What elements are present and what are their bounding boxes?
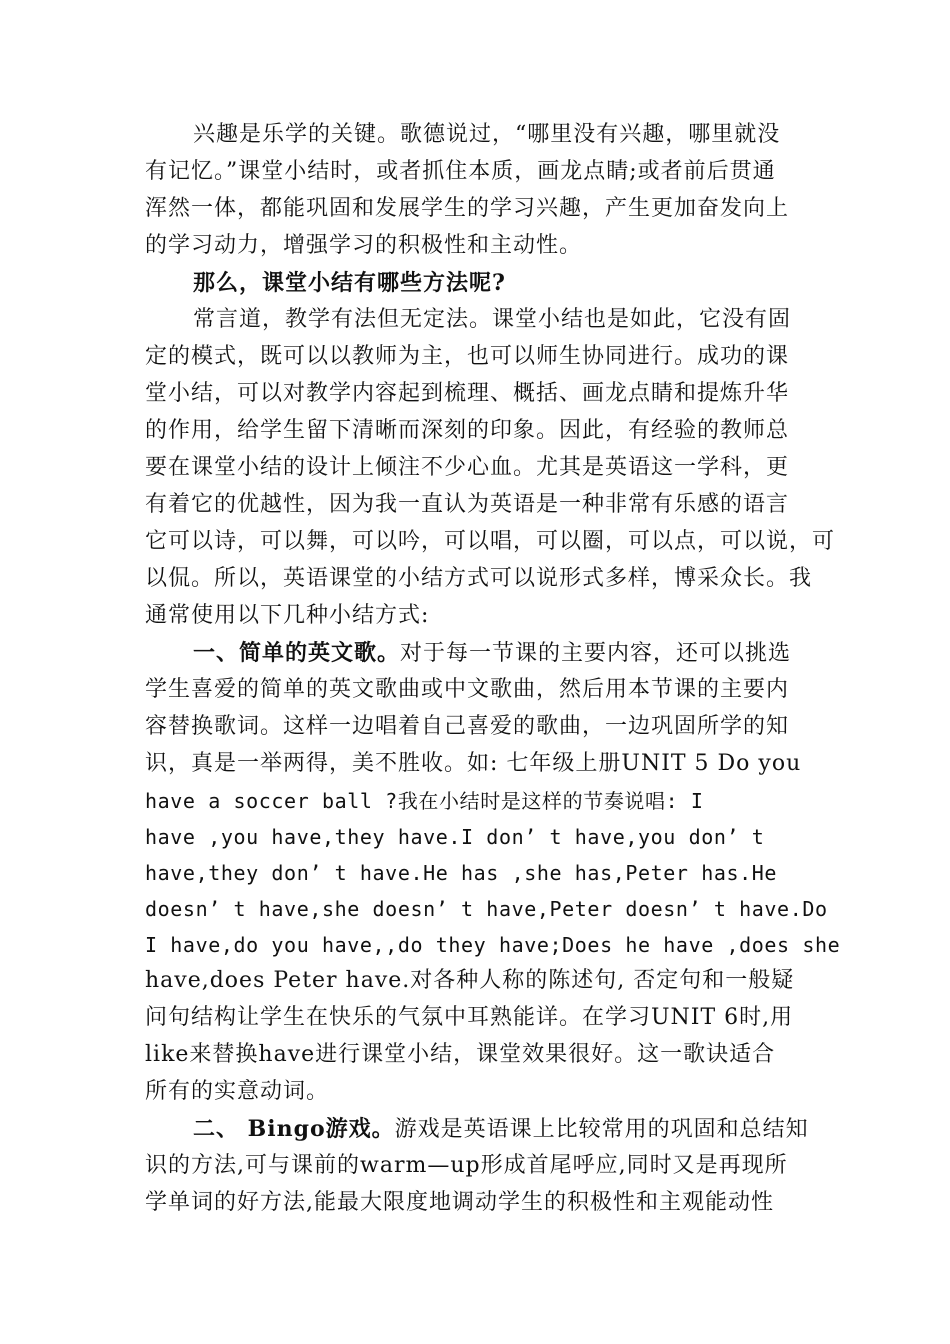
paragraph-line: 通常使用以下几种小结方式: — [145, 603, 430, 628]
paragraph-line: 识的方法,可与课前的warm—up形成首尾呼应,同时又是再现所 — [145, 1153, 788, 1178]
paragraph-line: 有记忆。”课堂小结时，或者抓住本质，画龙点睛;或者前后贯通 — [145, 159, 776, 184]
paragraph-line: 学单词的好方法,能最大限度地调动学生的积极性和主观能动性 — [145, 1190, 774, 1215]
paragraph-line: have a soccer ball ?我在小结时是这样的节奏说唱: I — [145, 789, 704, 813]
paragraph-line: 浑然一体，都能巩固和发展学生的学习兴趣，产生更加奋发向上 — [145, 196, 790, 221]
section-question: 那么，课堂小结有哪些方法呢? — [193, 270, 506, 296]
paragraph-line: 常言道，教学有法但无定法。课堂小结也是如此，它没有固 — [193, 307, 792, 332]
paragraph-line: 兴趣是乐学的关键。歌德说过，“哪里没有兴趣，哪里就没 — [193, 122, 781, 147]
paragraph-line: have,they don’ t have.He has ,she has,Peter has.He — [145, 861, 778, 885]
paragraph-line: doesn’ t have,she doesn’ t have,Peter doesn’ t have.Do — [145, 897, 828, 921]
section-one-line — [193, 638, 815, 669]
paragraph-line: 要在课堂小结的设计上倾注不少心血。尤其是英语这一学科，更 — [145, 455, 790, 480]
paragraph-line: have,does Peter have.对各种人称的陈述句, 否定句和一般疑 — [145, 968, 795, 993]
paragraph-line: 的作用，给学生留下清晰而深刻的印象。因此，有经验的教师总 — [145, 418, 790, 443]
paragraph-line: like来替换have进行课堂小结，课堂效果很好。这一歌诀适合 — [145, 1042, 776, 1067]
section-two-line — [193, 1114, 815, 1145]
paragraph-line: 学生喜爱的简单的英文歌曲或中文歌曲，然后用本节课的主要内 — [145, 677, 790, 702]
paragraph-line: 的学习动力，增强学习的积极性和主动性。 — [145, 233, 583, 258]
paragraph-line: 有着它的优越性，因为我一直认为英语是一种非常有乐感的语言 — [145, 492, 790, 517]
section-two-text: 游戏是英语课上比较常用的巩固和总结知 — [394, 1117, 809, 1142]
section-two-heading: 二、 Bingo游戏。 — [193, 1116, 395, 1142]
paragraph-line: 定的模式，既可以以教师为主，也可以师生协同进行。成功的课 — [145, 344, 790, 369]
paragraph-line: 所有的实意动词。 — [145, 1079, 330, 1104]
paragraph-line: 它可以诗，可以舞，可以吟，可以唱，可以圈，可以点，可以说，可 — [145, 529, 836, 554]
paragraph-line: I have,do you have,,do they have;Does he have ,does she — [145, 933, 841, 957]
paragraph-line: 堂小结，可以对教学内容起到梳理、概括、画龙点睛和提炼升华 — [145, 381, 790, 406]
paragraph-line: 问句结构让学生在快乐的气氛中耳熟能详。在学习UNIT 6时,用 — [145, 1005, 794, 1030]
section-one-heading: 一、简单的英文歌。 — [193, 640, 401, 666]
section-one-text: 对于每一节课的主要内容，还可以挑选 — [400, 641, 792, 666]
paragraph-line: 容替换歌词。这样一边唱着自己喜爱的歌曲，一边巩固所学的知 — [145, 714, 790, 739]
paragraph-line: 以侃。所以，英语课堂的小结方式可以说形式多样，博采众长。我 — [145, 566, 813, 591]
paragraph-line: 识，真是一举两得，美不胜收。如: 七年级上册UNIT 5 Do you — [145, 751, 802, 776]
paragraph-line: have ,you have,they have.I don’ t have,you don’ t — [145, 825, 765, 849]
